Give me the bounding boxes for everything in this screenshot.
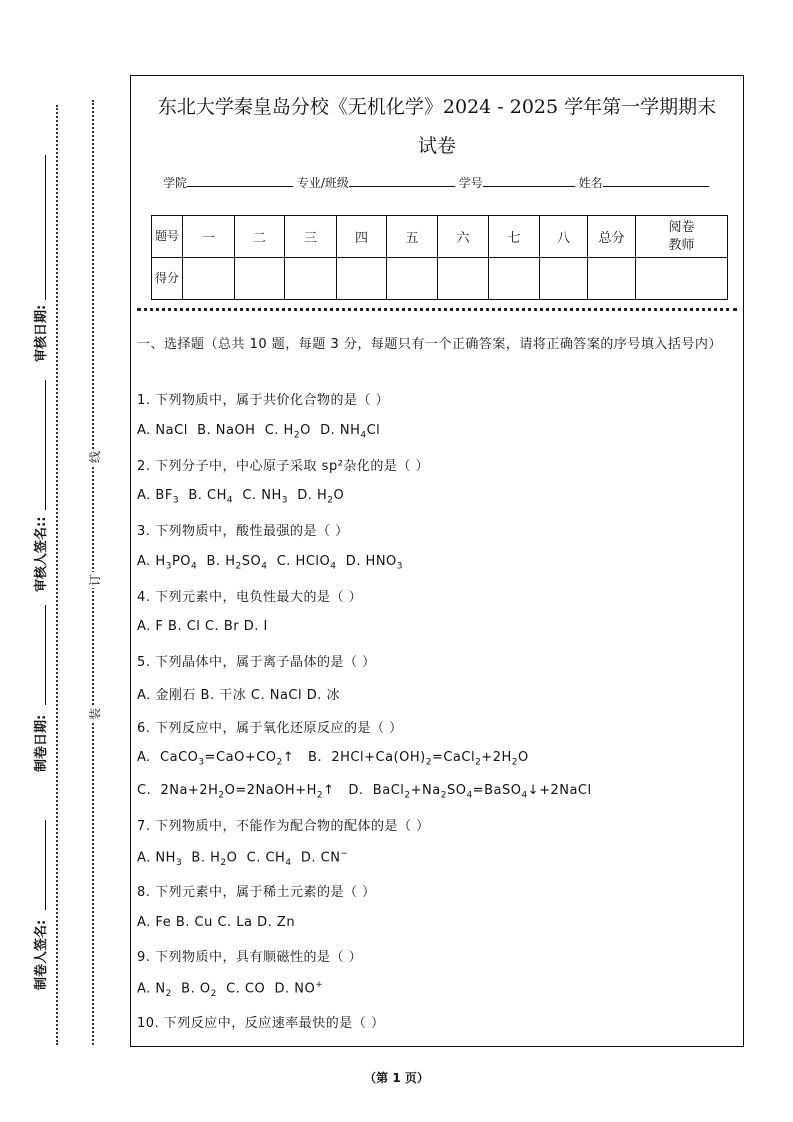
question-9: 9. 下列物质中，具有顺磁性的是（ ） xyxy=(137,950,363,965)
review-date-label: 审核日期: xyxy=(34,304,49,362)
exam-title-line1: 东北大学秦皇岛分校《无机化学》2024 - 2025 学年第一学期期末 xyxy=(157,96,717,118)
question-1: 1. 下列物质中，属于共价化合物的是（ ） xyxy=(137,393,390,408)
row-head-question: 题号 xyxy=(152,216,183,258)
college-field[interactable] xyxy=(187,174,293,187)
score-cell-total[interactable] xyxy=(588,258,636,300)
question-8: 8. 下列元素中，属于稀土元素的是（ ） xyxy=(137,885,376,900)
col-head-6: 六 xyxy=(438,216,489,258)
row-head-score: 得分 xyxy=(152,258,183,300)
bind-order-word: 订 xyxy=(88,573,102,586)
dotted-separator xyxy=(137,308,737,311)
review-date-field[interactable] xyxy=(45,155,46,300)
major-label: 专业/班级 xyxy=(296,176,349,190)
student-info-row xyxy=(163,174,709,191)
question-2-options: A. $BF_3$ B. $CH_4$ C. $NH_3$ D. $H_2O$ xyxy=(137,488,345,506)
question-3-options: A. $H_3PO_4$ B. $H_2SO_4$ C. HClO$_4$ D. $HNO_3$ xyxy=(137,554,404,572)
question-10: 10. 下列反应中，反应速率最快的是（ ） xyxy=(137,1016,385,1031)
exam-frame xyxy=(130,75,744,1047)
reviewer-sign-field[interactable] xyxy=(45,380,46,510)
binding-dotted-line xyxy=(56,105,58,1045)
question-2: 2. 下列分子中，中心原子采取 sp²杂化的是（ ） xyxy=(137,459,430,474)
student-id-field[interactable] xyxy=(483,174,575,187)
make-date-field[interactable] xyxy=(45,605,46,705)
question-9-options: A. $N_2$ B. $O_2$ C. CO D. NO+ xyxy=(137,980,324,999)
student-id-label: 学号 xyxy=(458,176,483,190)
col-head-5: 五 xyxy=(387,216,438,258)
score-cell-7[interactable] xyxy=(489,258,540,300)
section-1-heading: 一、选择题（总共 10 题，每题 3 分，每题只有一个正确答案，请将正确答案的序号填入括号内） xyxy=(137,337,722,352)
name-field[interactable] xyxy=(603,174,709,187)
col-head-grader: 阅卷教师 xyxy=(636,216,728,258)
score-cell-grader[interactable] xyxy=(636,258,728,300)
bind-install-word: 装 xyxy=(88,707,102,720)
question-1-options: A. NaCl B. NaOH C. $H_2O$ D. $NH_4Cl$ xyxy=(137,423,381,441)
score-cell-8[interactable] xyxy=(540,258,588,300)
score-table-header-row xyxy=(152,216,728,258)
question-7-options: A. $NH_3$ B. $H_2O$ C. $CH_4$ D. CN− xyxy=(137,849,349,868)
question-6-options-ab: A. $CaCO_3=CaO+CO_2↑$ B. $2HCl+Ca(OH)_2=CaCl_2+2H_2O$ xyxy=(137,750,529,768)
score-cell-1[interactable] xyxy=(183,258,235,300)
score-cell-3[interactable] xyxy=(285,258,337,300)
score-cell-6[interactable] xyxy=(438,258,489,300)
question-3: 3. 下列物质中，酸性最强的是（ ） xyxy=(137,524,349,539)
col-head-3: 三 xyxy=(285,216,337,258)
question-7: 7. 下列物质中，不能作为配合物的配体的是（ ） xyxy=(137,819,430,834)
score-table xyxy=(151,215,728,300)
college-label: 学院 xyxy=(163,176,188,190)
question-6: 6. 下列反应中，属于氧化还原反应的是（ ） xyxy=(137,721,403,736)
maker-sign-field[interactable] xyxy=(45,820,46,910)
question-4: 4. 下列元素中，电负性最大的是（ ） xyxy=(137,590,363,605)
bind-line-word: 线 xyxy=(88,450,102,463)
make-date-label: 制卷日期: xyxy=(34,714,49,772)
score-cell-2[interactable] xyxy=(235,258,285,300)
question-5: 5. 下列晶体中，属于离子晶体的是（ ） xyxy=(137,655,376,670)
col-head-4: 四 xyxy=(337,216,387,258)
question-6-options-cd: C. $2Na+2H_2O=2NaOH+H_2↑$ D. $BaCl_2+Na_2SO_4=BaSO_4↓+2NaCl$ xyxy=(137,783,592,801)
name-label: 姓名 xyxy=(578,176,603,190)
question-8-options: A. Fe B. Cu C. La D. Zn xyxy=(137,915,296,930)
col-head-2: 二 xyxy=(235,216,285,258)
major-field[interactable] xyxy=(349,174,455,187)
score-table-score-row xyxy=(152,258,728,300)
reviewer-sign-label: 审核人签名:: xyxy=(34,516,49,592)
page-footer: （第 1 页） xyxy=(364,1071,429,1085)
question-4-options: A. F B. Cl C. Br D. I xyxy=(137,619,268,634)
maker-sign-label: 制卷人签名: xyxy=(34,919,49,990)
col-head-7: 七 xyxy=(489,216,540,258)
question-5-options: A. 金刚石 B. 干冰 C. NaCl D. 冰 xyxy=(137,688,341,703)
col-head-total: 总分 xyxy=(588,216,636,258)
exam-title-line2: 试卷 xyxy=(417,135,456,157)
score-cell-4[interactable] xyxy=(337,258,387,300)
col-head-1: 一 xyxy=(183,216,235,258)
score-cell-5[interactable] xyxy=(387,258,438,300)
col-head-8: 八 xyxy=(540,216,588,258)
